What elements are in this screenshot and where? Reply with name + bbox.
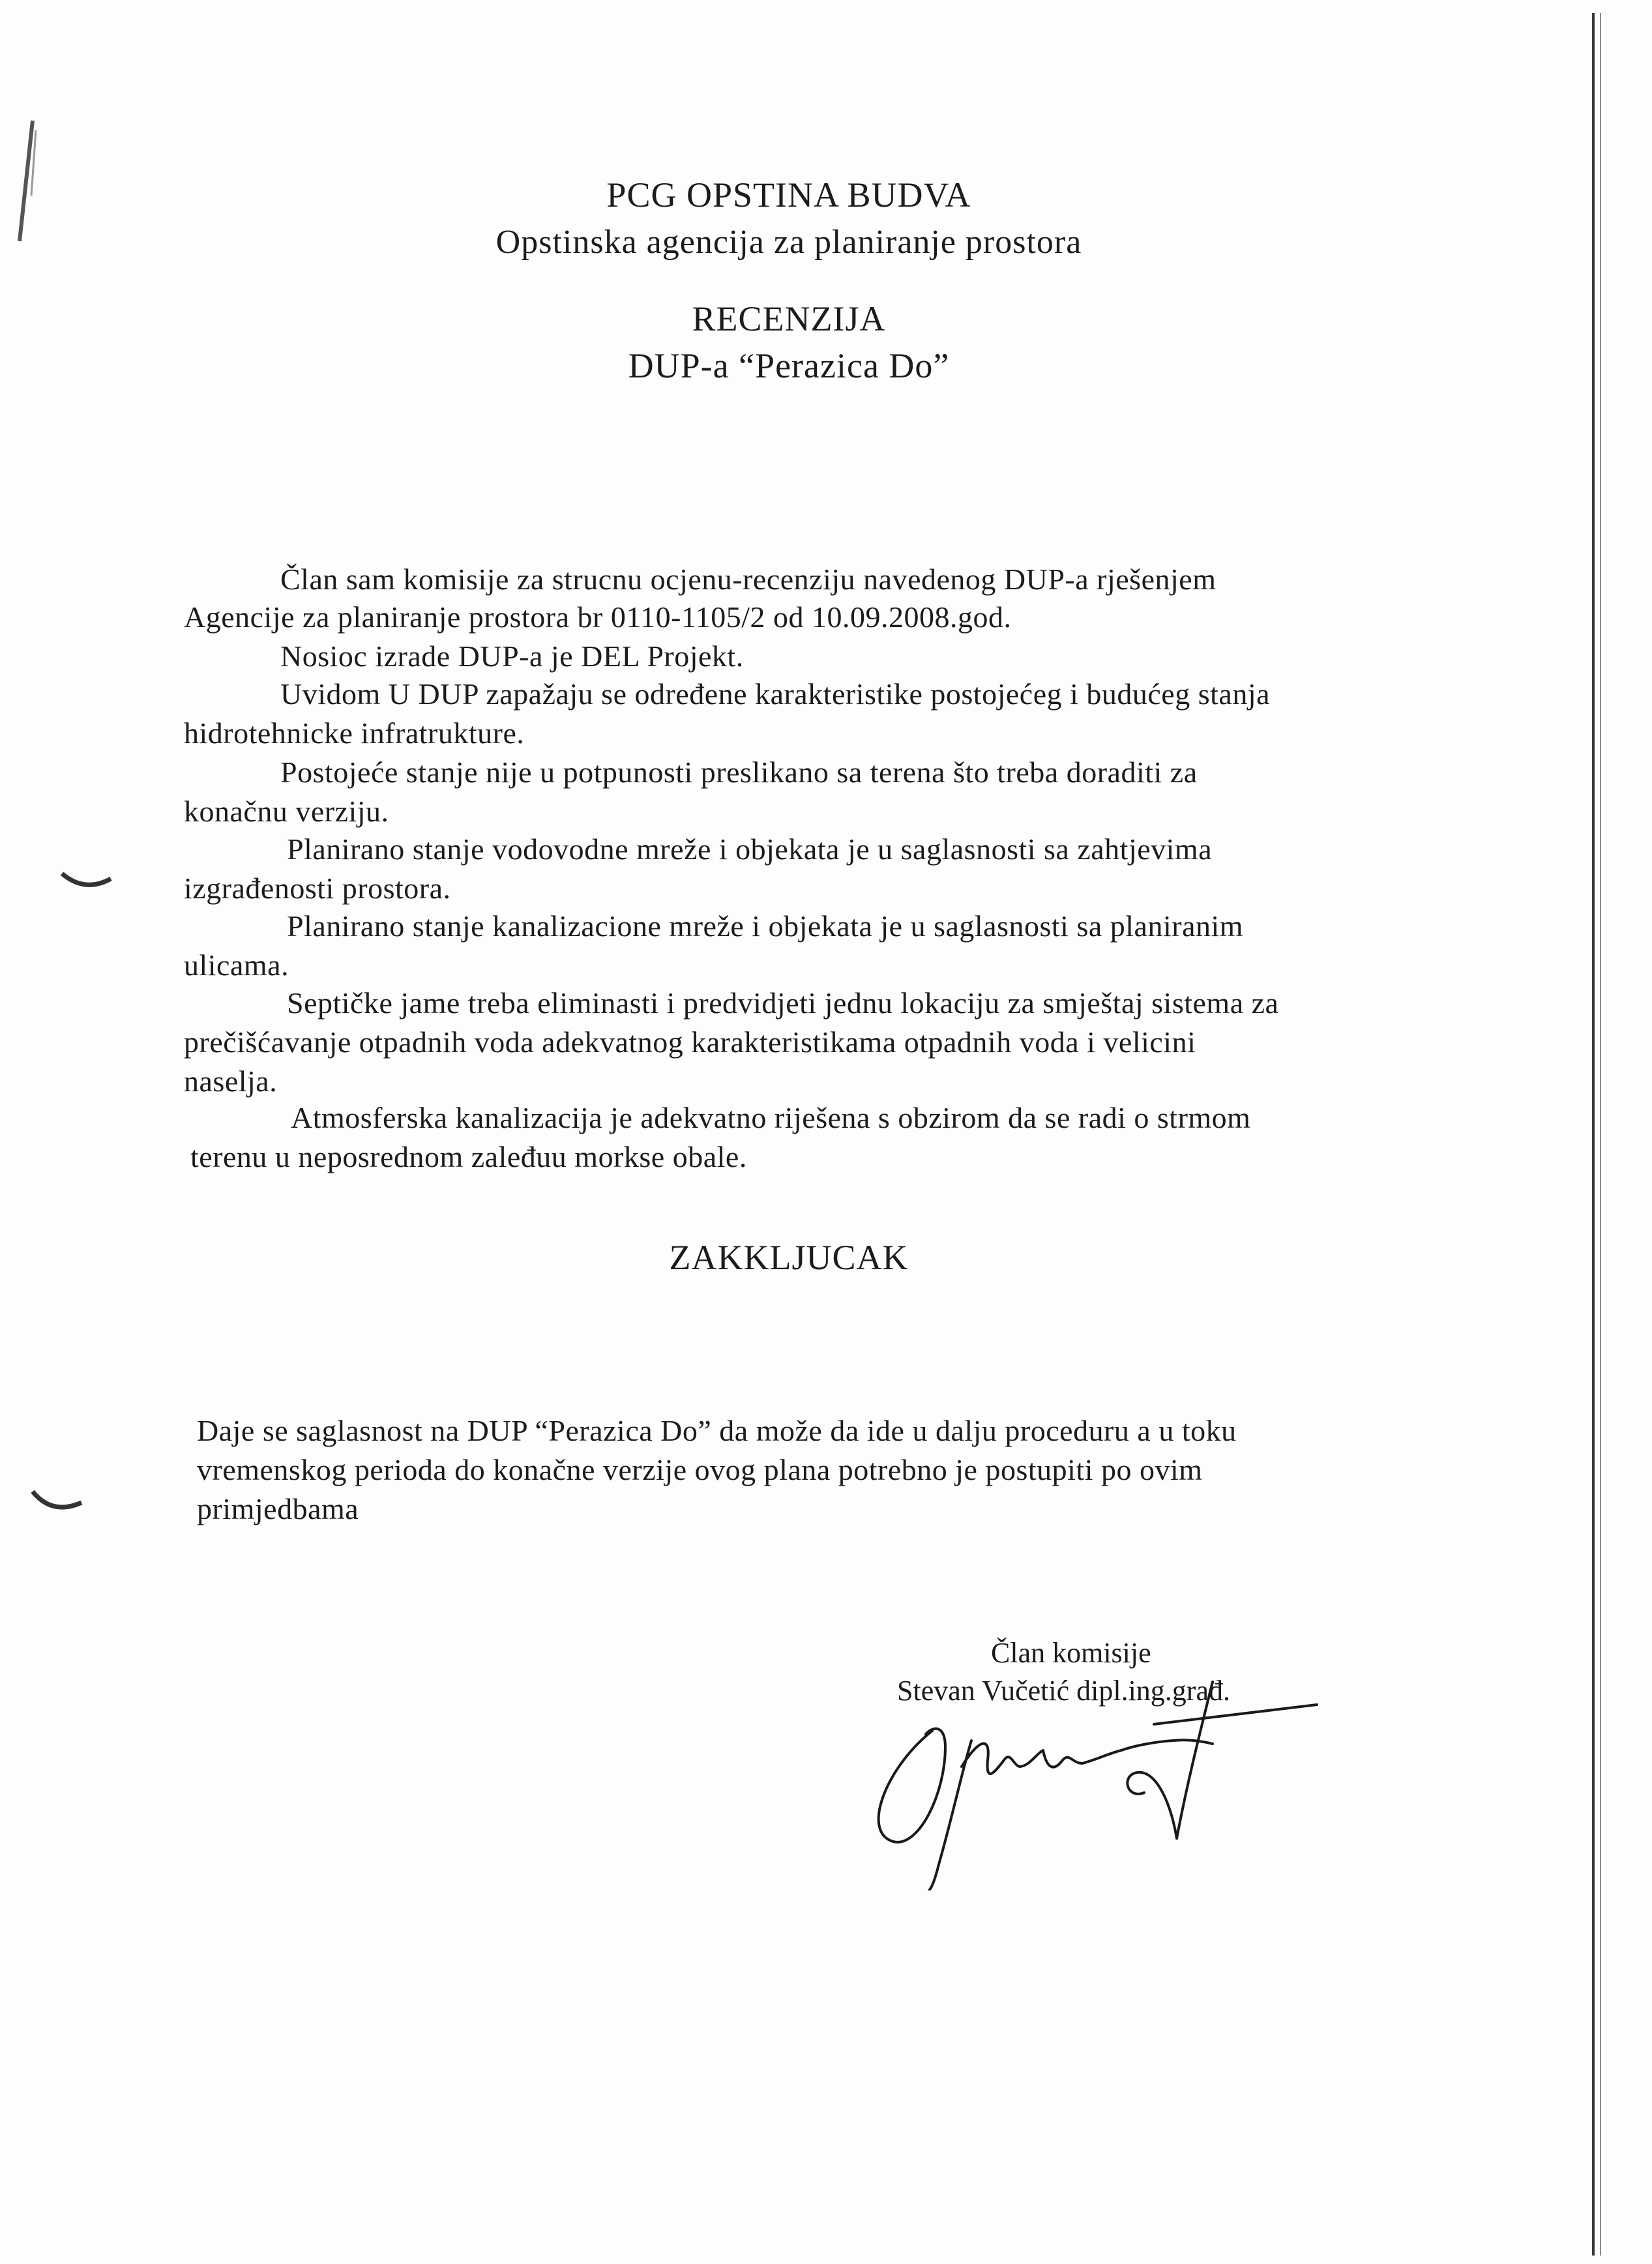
handwritten-signature	[848, 1669, 1343, 1890]
body-line: naselja.	[184, 1065, 278, 1098]
scan-edge-line-thin	[1600, 13, 1601, 2256]
body-line: prečišćavanje otpadnih voda adekvatnog karakteristikama otpadnih voda i velicini	[184, 1025, 1196, 1059]
body-line: Uvidom U DUP zapažaju se određene karakteristike postojećeg i budućeg stanja	[280, 677, 1271, 711]
body-line: Postojeće stanje nije u potpunosti preslikano sa terena što treba doraditi za	[280, 756, 1198, 789]
body-line: Planirano stanje kanalizacione mreže i objekata je u saglasnosti sa planiranim	[287, 909, 1244, 943]
agency-heading: Opstinska agencija za planiranje prostora	[495, 224, 1082, 261]
body-line: Septičke jame treba eliminasti i predvidjeti jednu lokaciju za smještaj sistema za	[287, 986, 1279, 1020]
body-line: ulicama.	[184, 948, 289, 982]
signature-name: Stevan Vučetić dipl.ing.građ.	[897, 1675, 1230, 1707]
punch-hole-mark	[59, 867, 117, 893]
body-line: Član sam komisije za strucnu ocjenu-recenziju navedenog DUP-a rješenjem	[280, 563, 1217, 596]
body-line: konačnu verziju.	[184, 795, 389, 828]
organization-heading: PCG OPSTINA BUDVA	[606, 175, 971, 214]
document-subject: DUP-a “Perazica Do”	[628, 346, 950, 385]
conclusion-line: Daje se saglasnost na DUP “Perazica Do” da može da ide u dalju proceduru a u toku	[197, 1414, 1237, 1447]
body-line: Atmosferska kanalizacija je adekvatno riješena s obzirom da se radi o strmom	[291, 1101, 1251, 1134]
body-line: hidrotehnicke infratrukture.	[184, 716, 525, 750]
scan-edge-line	[1592, 13, 1595, 2256]
conclusion-line: vremenskog perioda do konačne verzije ovog plana potrebno je postupiti po ovim	[197, 1453, 1203, 1486]
body-line: Agencije za planiranje prostora br 0110-1105/2 od 10.09.2008.god.	[184, 600, 1012, 634]
conclusion-line: primjedbama	[197, 1492, 359, 1525]
signature-role: Član komisije	[991, 1637, 1151, 1669]
document-title: RECENZIJA	[692, 299, 886, 338]
body-line: izgrađenosti prostora.	[184, 872, 451, 905]
punch-hole-mark-lower	[29, 1486, 88, 1519]
body-line: Planirano stanje vodovodne mreže i objekata je u saglasnosti sa zahtjevima	[287, 832, 1213, 866]
conclusion-heading: ZAKKLJUCAK	[669, 1238, 909, 1277]
body-line: terenu u neposrednom zaleđuu morkse obale.	[190, 1140, 747, 1173]
body-line: Nosioc izrade DUP-a je DEL Projekt.	[280, 640, 744, 673]
